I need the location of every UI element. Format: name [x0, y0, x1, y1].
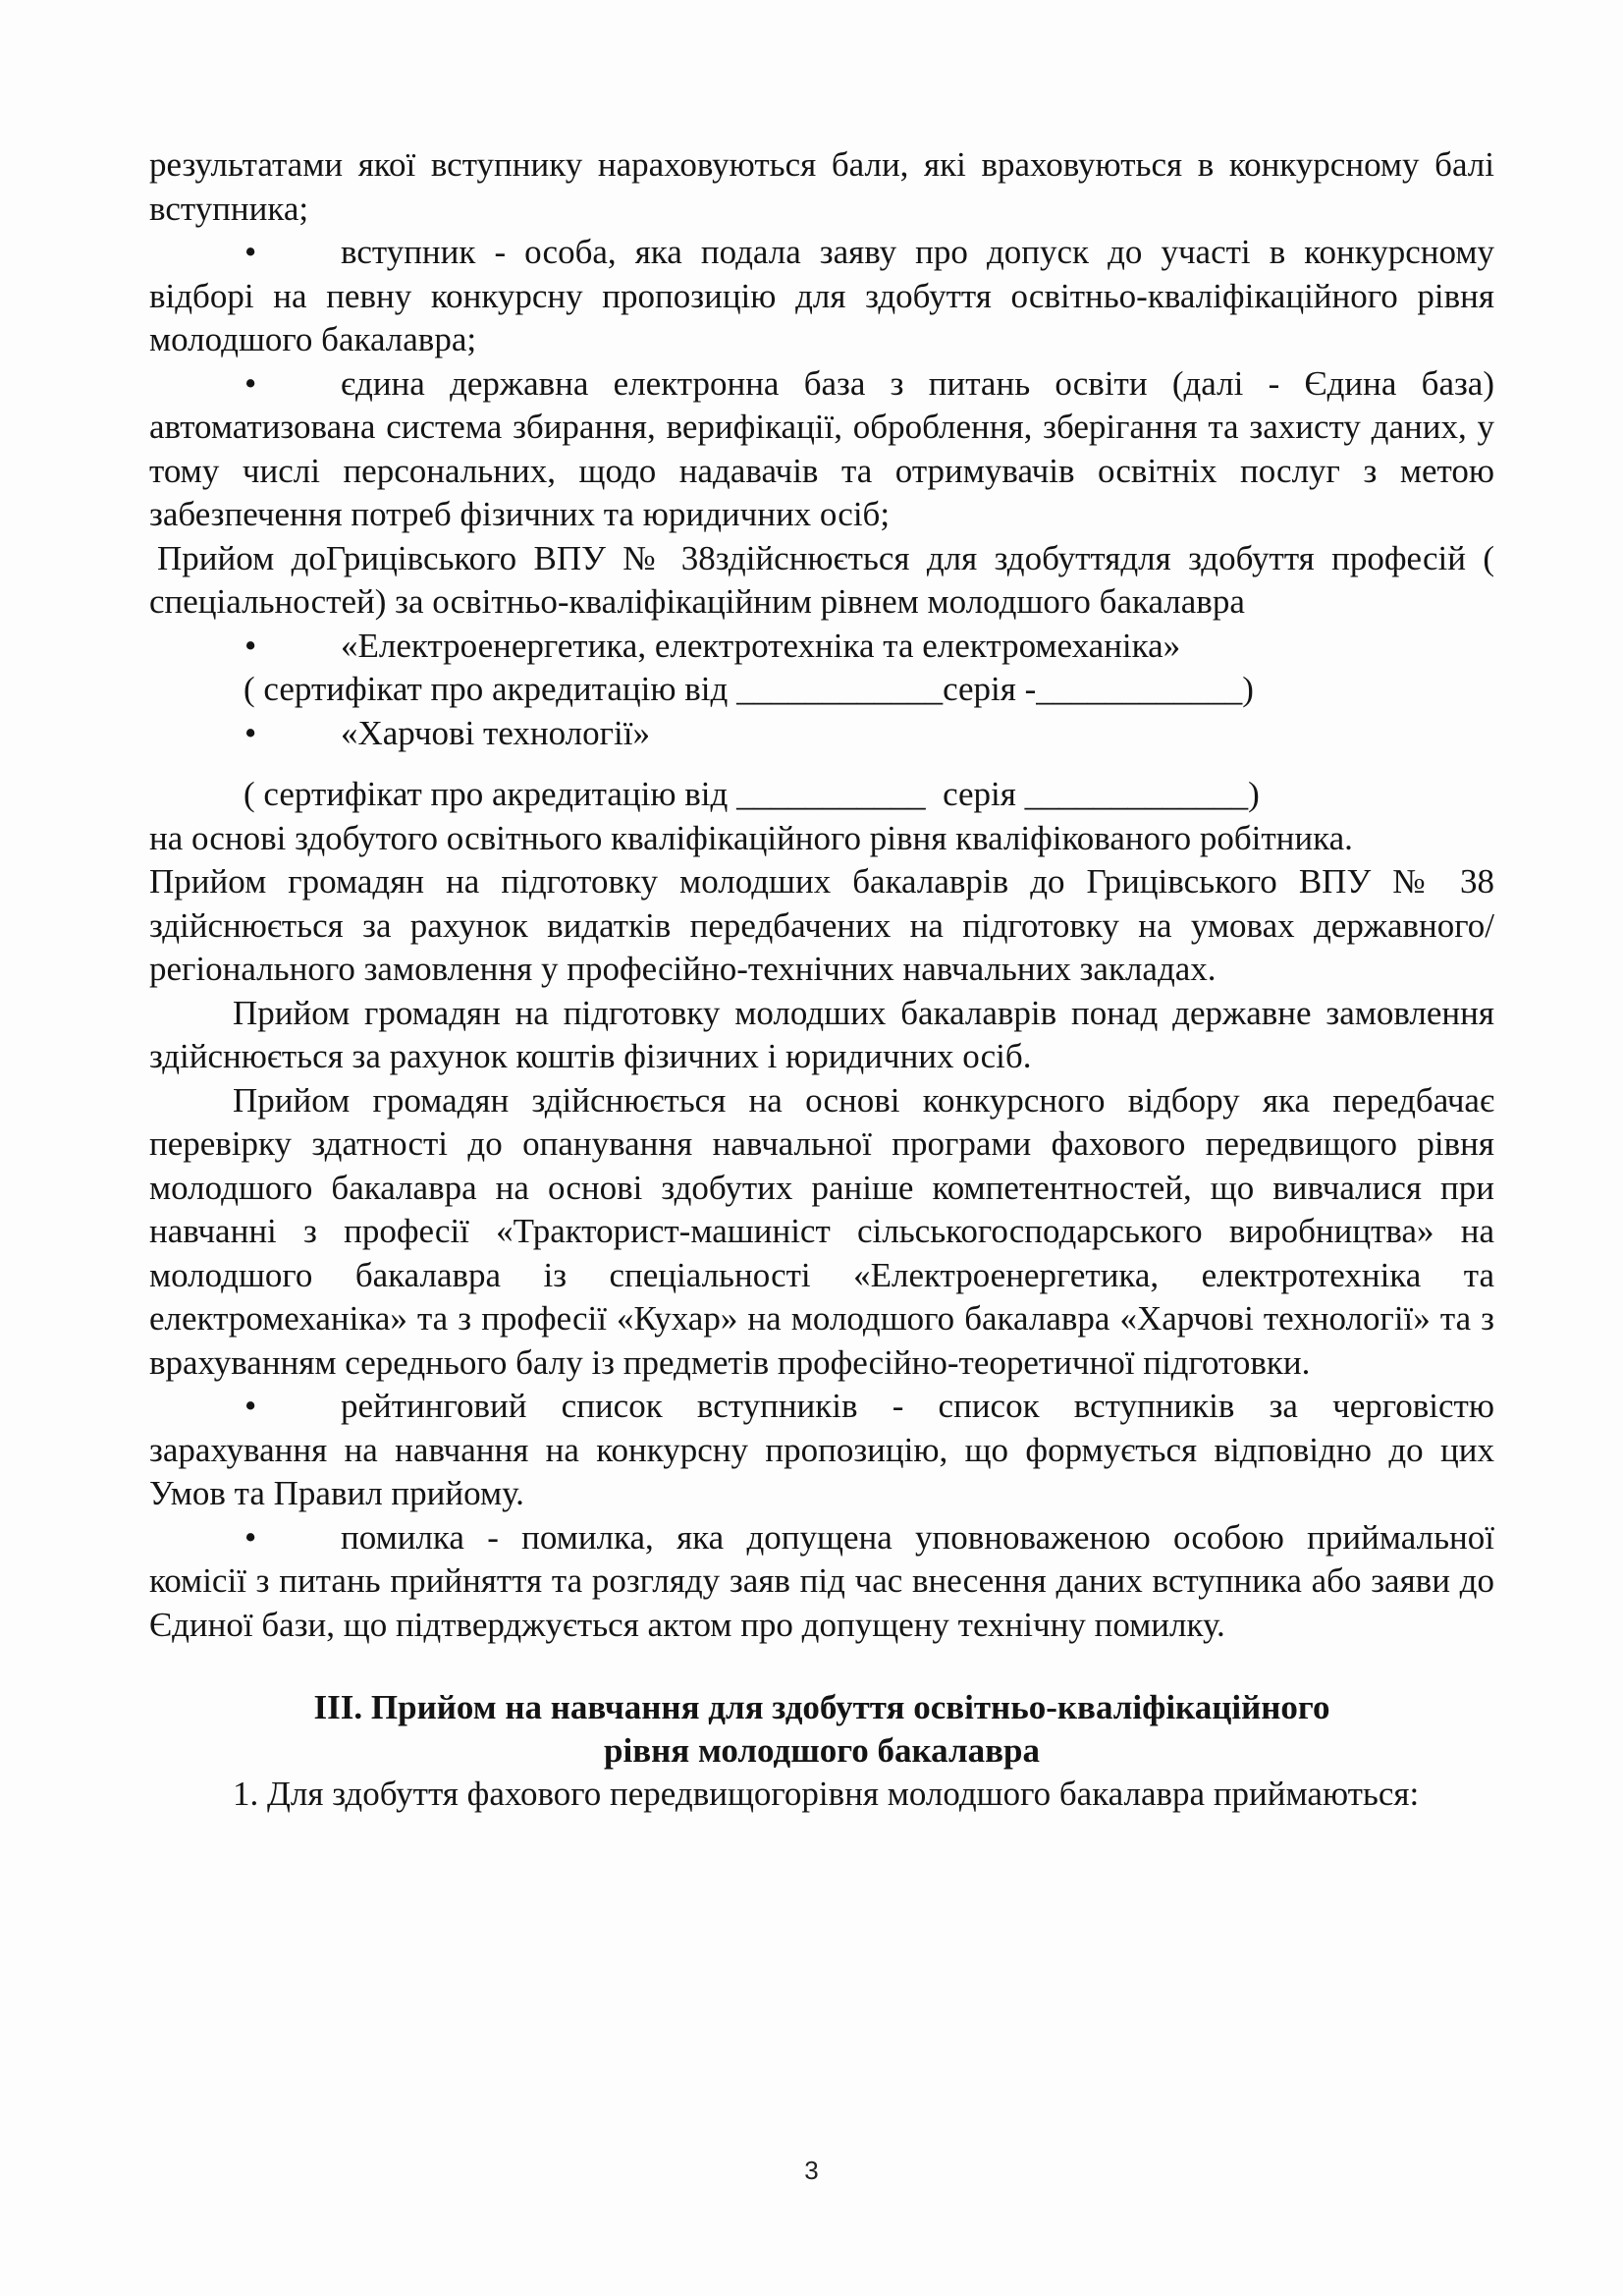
- bullet-text: вступник - особа, яка подала заяву про допуск до участі в конкурсному відборі на певну конкурсну пропозицію для здобуття освітньо-кваліфікаційного рівня молодшого бакалавра;: [149, 233, 1494, 358]
- bullet-icon: •: [244, 713, 257, 752]
- bullet-item-specialty-food: [149, 712, 1494, 756]
- paragraph-intro: результатами якої вступнику нараховуються бали, які враховуються в конкурсному балі вступника;: [149, 145, 1494, 228]
- certificate-line-electro: ( сертифікат про акредитацію від ____________серія -____________): [243, 670, 1254, 708]
- bullet-icon: •: [244, 363, 257, 403]
- paragraph-basis: на основі здобутого освітнього кваліфікаційного рівня кваліфікованого робітника.: [149, 818, 1353, 857]
- document-body: [149, 143, 1494, 1817]
- bullet-item-applicant: [149, 231, 1494, 362]
- section-heading-line1: ІІІ. Прийом на навчання для здобуття освітньо-кваліфікаційного: [313, 1688, 1330, 1726]
- bullet-icon: •: [244, 626, 257, 665]
- bullet-item-rating-list: [149, 1385, 1494, 1516]
- bullet-icon: •: [244, 1517, 257, 1557]
- certificate-line-food: ( сертифікат про акредитацію від ___________ серія _____________): [243, 775, 1260, 813]
- bullet-text: помилка - помилка, яка допущена уповноваженою особою приймальної комісії з питань прийняття та розгляду заяв під час внесення даних вступника або заяви до Єдиної бази, що підтверджується актом про допущену технічну помилку.: [149, 1517, 1494, 1644]
- bullet-text: єдина державна електронна база з питань освіти (далі - Єдина база) автоматизована система збирання, верифікації, оброблення, зберігання та захисту даних, у тому числі персональних, щодо надавачів та отримувачів освітніх послуг з метою забезпечення потреб фізичних та юридичних осіб;: [149, 363, 1494, 533]
- section-heading: [149, 1686, 1494, 1773]
- paragraph-admission: Прийом доГрицівського ВПУ № 38здійснюється для здобуттядля здобуття професій ( спеціальностей) за освітньо-кваліфікаційним рівнем молодшого бакалавра: [149, 538, 1494, 621]
- bullet-text: рейтинговий список вступників - список вступників за черговістю зарахування на навчання на конкурсну пропозицію, що формується відповідно до цих Умов та Правил прийому.: [149, 1387, 1494, 1512]
- paragraph-competition: Прийом громадян здійснюється на основі конкурсного відбору яка передбачає перевірку здатності до опанування навчальної програми фахового передвищого рівня молодшого бакалавра на основі здобутих раніше компетентностей, що вивчалися при навчанні з професії «Тракторист-машиніст сільськогосподарського виробництва» на молодшого бакалавра із спеціальності «Електроенергетика, електротехніка та електромеханіка» та з професії «Кухар» на молодшого бакалавра «Харчові технології» та з врахуванням середнього балу із предметів професійно-теоретичної підготовки.: [149, 1080, 1494, 1382]
- bullet-item-specialty-electro: [149, 625, 1494, 669]
- bullet-text: «Харчові технології»: [341, 713, 650, 752]
- bullet-item-database: [149, 362, 1494, 537]
- section-heading-line2: рівня молодшого бакалавра: [604, 1731, 1040, 1770]
- bullet-text: «Електроенергетика, електротехніка та електромеханіка»: [341, 626, 1181, 665]
- page-number: 3: [804, 2156, 819, 2185]
- bullet-icon: •: [244, 233, 257, 271]
- paragraph-contract: Прийом громадян на підготовку молодших бакалаврів понад державне замовлення здійснюється за рахунок коштів фізичних і юридичних осіб.: [149, 993, 1494, 1075]
- paragraph-state-order: Прийом громадян на підготовку молодших бакалаврів до Грицівського ВПУ № 38 здійснюється за рахунок видатків передбачених на підготовку на умовах державного/регіонального замовлення у професійно-технічних навчальних закладах.: [149, 862, 1494, 988]
- bullet-icon: •: [244, 1387, 257, 1425]
- bullet-item-error: [149, 1516, 1494, 1648]
- section-item-1: 1. Для здобуття фахового передвищогорівня молодшого бакалавра приймаються:: [233, 1775, 1420, 1813]
